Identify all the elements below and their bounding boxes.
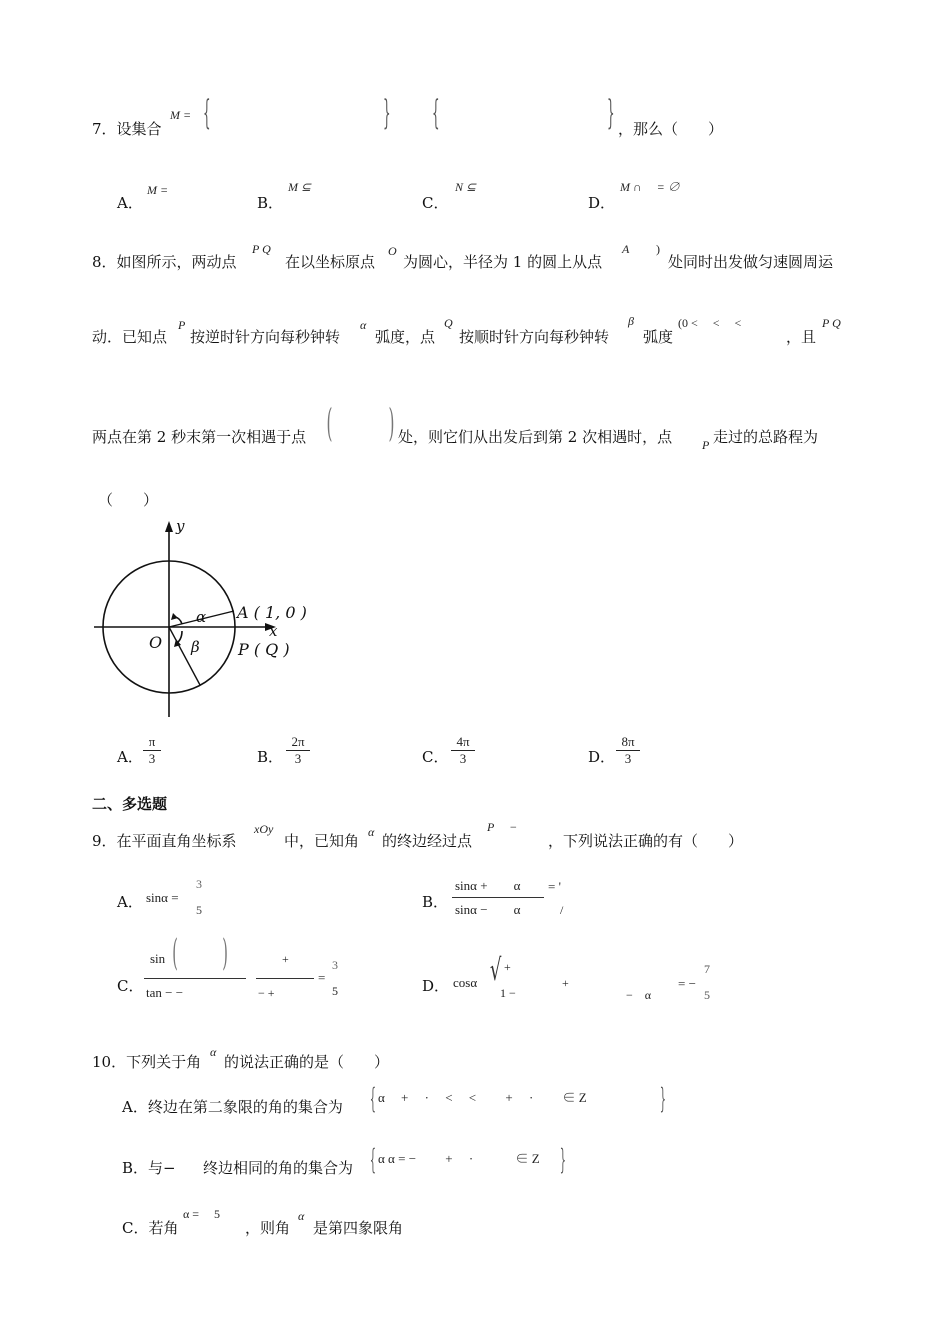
q8-alpha: α [360,318,367,332]
q10-option-a-expr: α + · < < + · ∈ Z [378,1090,587,1105]
q8-pq: P Q [252,242,271,256]
q7-option-c-letter[interactable]: C． [422,194,449,212]
q9-option-d-rhs: = − [678,976,696,991]
q9-option-c-letter[interactable]: C． [117,977,144,995]
q9-option-c-rhs-num: 3 [332,958,338,972]
q7-brace-open-1: { [203,93,211,133]
fig-x-label: x [269,622,278,640]
q8-a-paren: ) [656,242,660,256]
q7-brace-close-1: } [383,93,391,133]
q9-option-d-r4: − α [626,988,652,1002]
q8-option-d-fraction: $\frac{8\pi}{3}$ [616,734,640,767]
q7-option-b-letter[interactable]: B． [257,194,284,212]
fig-p-label: P ( Q ) [238,640,290,659]
q8-line3-a: 两点在第 2 秒末第一次相遇于点 [92,428,307,446]
q9-option-c-paren-open: ( [172,933,178,974]
q9-xoy: xOy [254,822,274,836]
fig-beta-label: β [191,638,200,656]
q7-brace-close-2: } [607,93,615,133]
q8-inequality: (0 < < < [678,316,742,330]
q9-option-a-letter[interactable]: A． [117,893,143,911]
q7-set-m-label: M = [170,108,192,122]
q9-option-d-sqrt-top: √ [489,953,502,988]
q8-unit-circle-figure [90,515,330,720]
fig-alpha-label: α [196,608,207,626]
q8-o: O [388,244,397,258]
q8-paren-close: ) [388,401,395,445]
q9-option-b-letter[interactable]: B． [422,893,449,911]
q10-option-a-brace-open: { [369,1082,377,1115]
q10-alpha: α [210,1045,217,1059]
q8-p-2: P [702,438,710,452]
q9-option-c-fraction-bar-2 [256,978,314,979]
q10-stem-a: 10．下列关于角 [92,1053,202,1071]
q9-alpha: α [368,825,375,839]
q7-option-a-letter[interactable]: A． [117,194,143,212]
q8-line2-d: 按顺时针方向每秒钟转 [459,328,610,346]
q10-option-c-text-a[interactable]: C．若角 [122,1219,179,1237]
fig-a-label: A ( 1, 0 ) [237,603,307,622]
q9-option-d-r2: 1 − [500,986,516,1000]
q8-option-c-fraction: $\frac{4\pi}{3}$ [451,734,475,767]
q9-option-c-rhs-den: 5 [332,984,338,998]
q8-beta: β [628,314,634,328]
q8-paren-open: ( [326,401,333,445]
y-axis-arrow [165,521,173,532]
q9-option-a-expr: sinα = [146,890,179,905]
q7-stem: 7．设集合 [92,120,162,138]
q8-pq-2: P Q [822,316,841,330]
q9-option-d-expr: cosα [453,975,478,990]
q10-option-c-expr: α = 5 [183,1207,221,1221]
q9-option-c-mid-den: − + [258,986,275,1000]
q8-option-b-fraction: $\frac{2\pi}{3}$ [286,734,310,767]
q9-option-c-paren-close: ) [222,933,228,974]
q9-option-a-num: 3 [196,877,202,891]
q9-option-b-num: sinα + α [455,878,521,893]
q10-option-c-text-c: 是第四象限角 [313,1219,404,1237]
q9-option-b-fraction-bar [452,897,544,898]
q7-tail: ，那么（ ） [618,120,724,138]
q9-stem-c: 的终边经过点 [382,832,473,850]
q9-option-b-rhs-den: / [560,903,564,917]
q9-option-a-den: 5 [196,903,202,917]
q10-option-b-expr: α α = − + · ∈ Z [378,1151,540,1166]
q8-line3-b: 处，则它们从出发后到第 2 次相遇时，点 [398,428,673,446]
q7-option-d-expr: M ∩ = ∅ [620,180,680,194]
q9-option-d-r1: + [504,960,511,974]
q8-line3-c: 走过的总路程为 [713,428,819,446]
q10-option-a-text[interactable]: A．终边在第二象限的角的集合为 [122,1098,343,1116]
q7-option-b-expr: M ⊆ [288,180,312,194]
q8-option-b-letter[interactable]: B． [257,748,284,766]
ray-op [169,627,200,685]
q8-option-a-letter[interactable]: A． [117,748,143,766]
q8-line2-a: 动．已知点 [92,328,168,346]
q7-option-d-letter[interactable]: D． [588,194,616,212]
q8-line1-c: 为圆心，半径为 1 的圆上从点 [403,253,603,271]
section-title-multi-choice: 二、多选题 [92,795,168,813]
q9-point: P − [487,820,518,834]
q8-line1-d: 处同时出发做匀速圆周运 [668,253,834,271]
q9-stem-a: 9．在平面直角坐标系 [92,832,237,850]
q9-option-b-den: sinα − α [455,902,521,917]
q9-option-c-num: sin [150,951,166,966]
q10-option-c-alpha: α [298,1209,305,1223]
q8-option-a-fraction: $\frac{\pi}{3}$ [143,734,161,767]
q9-option-d-r3: + [562,976,569,990]
fig-y-label: y [176,517,185,535]
q8-line1-b: 在以坐标原点 [285,253,376,271]
q10-option-b-brace-close: } [559,1143,567,1176]
q9-option-c-fraction-bar [144,978,246,979]
q9-option-b-rhs: = ' [548,879,561,894]
q9-option-d-rhs-num: 7 [704,962,710,976]
q8-line2-f: ，且 [786,328,817,346]
q9-option-c-rhs: = [318,970,326,985]
fig-o-label: O [149,633,163,652]
q9-stem-b: 中，已知角 [284,832,360,850]
q8-option-c-letter[interactable]: C． [422,748,449,766]
q8-line2-b: 按逆时针方向每秒钟转 [190,328,341,346]
q8-a-point: A [622,242,630,256]
q8-line2-e: 弧度 [643,328,674,346]
q8-q: Q [444,316,453,330]
q9-stem-d: ，下列说法正确的有（ ） [548,832,744,850]
q7-option-c-expr: N ⊆ [455,180,477,194]
alpha-arc-arrow [171,613,178,620]
q10-option-b-brace-open: { [369,1143,377,1176]
q10-option-b-text-b: 终边相同的角的集合为 [203,1159,354,1177]
q10-stem-b: 的说法正确的是（ ） [224,1053,390,1071]
q9-option-c-mid-num: + [282,952,289,966]
q9-option-d-rhs-den: 5 [704,988,710,1002]
q7-brace-open-2: { [432,93,440,133]
q10-option-a-brace-close: } [659,1082,667,1115]
q7-option-a-expr: M = [147,183,169,197]
q9-option-c-den: tan − − [146,985,184,1000]
q10-option-c-text-b: ，则角 [245,1219,291,1237]
q8-line1-a: 8．如图所示，两动点 [92,253,237,271]
q8-option-d-letter[interactable]: D． [588,748,616,766]
q8-p: P [178,318,186,332]
q8-line2-c: 弧度，点 [375,328,436,346]
q10-option-b-text-a[interactable]: B．与− [122,1159,176,1177]
q9-option-d-letter[interactable]: D． [422,977,450,995]
q8-answer-blank: （ ） [98,491,159,509]
